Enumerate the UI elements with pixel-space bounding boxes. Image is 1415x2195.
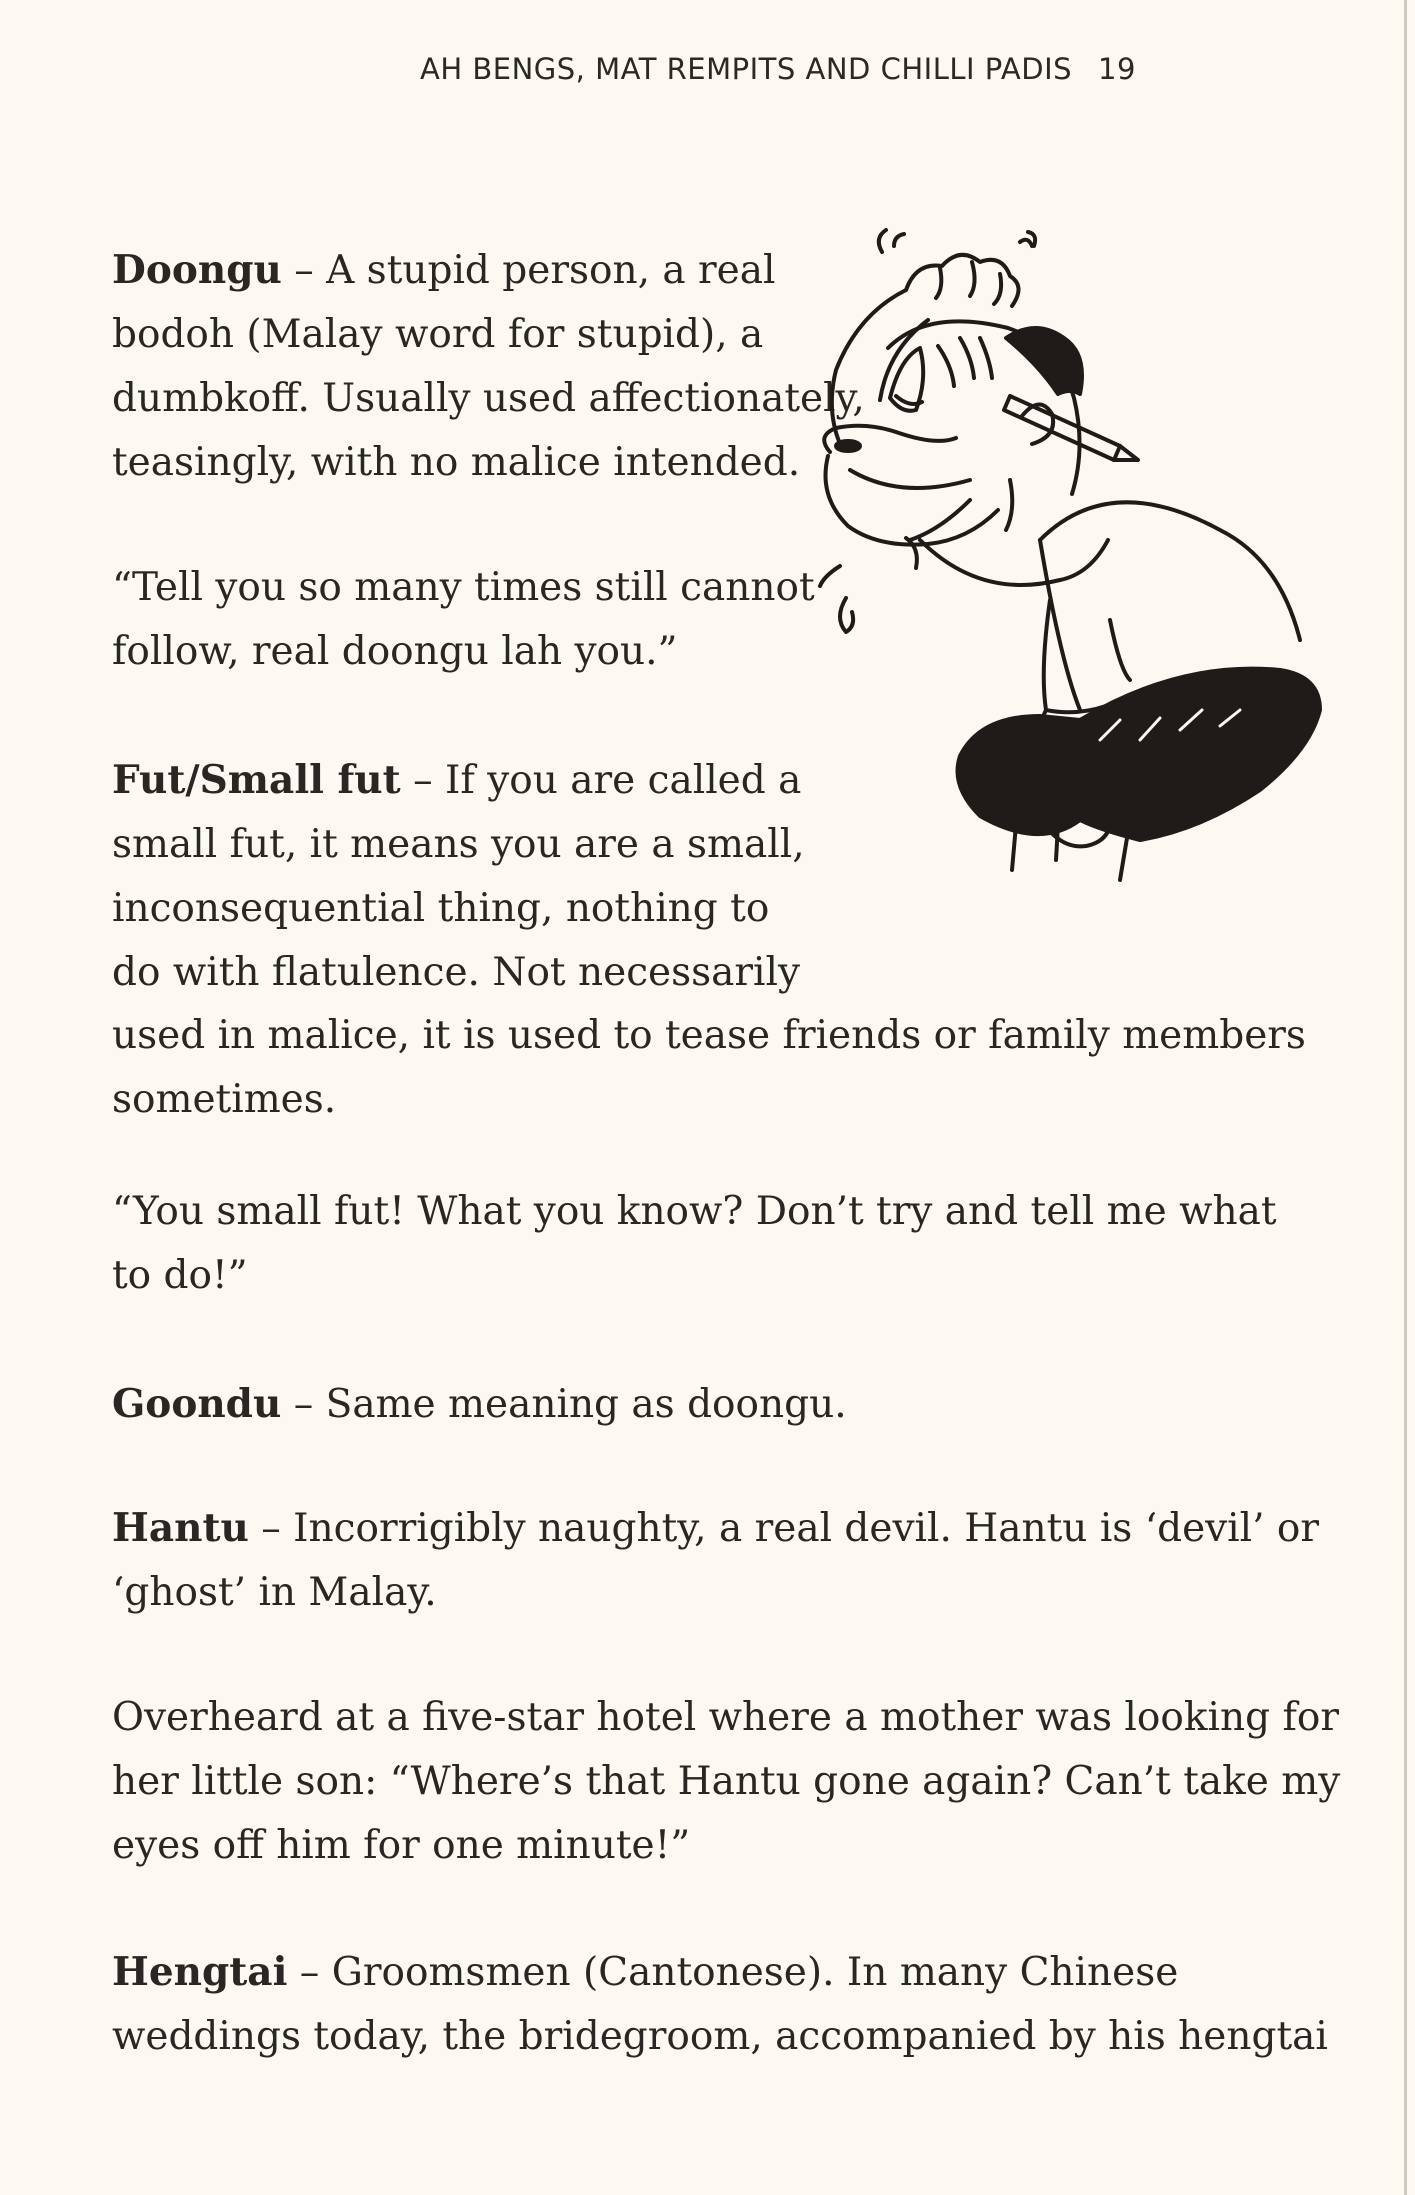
running-header xyxy=(420,52,1230,86)
entry-fut: Fut/Small fut – If you are called a small fut, it means you are a small, inconsequential thing, nothing to do with flatulence. Not necessarily xyxy=(112,748,782,1005)
doongu-line-3: dumbkoff. Usually used affectionately, xyxy=(112,376,865,421)
mouth xyxy=(850,470,970,488)
shirt-collar xyxy=(920,540,1108,585)
doongu-line-4: teasingly, with no malice intended. xyxy=(112,440,801,485)
entry-hengtai: Hengtai – Groomsmen (Cantonese). In many Chinese weddings today, the bridegroom, accompanied by his hengtai xyxy=(112,1949,1328,2059)
pencil-icon xyxy=(1004,396,1120,460)
example-hantu: Overheard at a five-star hotel where a mother was looking for her little son: “Where’s that Hantu gone again? Can’t take my eyes off him for one minute!” xyxy=(112,1695,1341,1868)
raised-arm xyxy=(832,290,906,444)
drool-drop xyxy=(820,566,840,586)
example-doongu: “Tell you so many times still cannot follow, real doongu lah you.” xyxy=(112,565,815,674)
entry-hantu: Hantu – Incorrigibly naughty, a real devil. Hantu is ‘devil’ or ‘ghost’ in Malay. xyxy=(112,1505,1320,1615)
term-hantu: Hantu xyxy=(112,1505,249,1551)
entry-goondu: Goondu – Same meaning as doongu. xyxy=(112,1381,847,1427)
page-edge-line xyxy=(1404,0,1407,2195)
running-title: AH BENGS, MAT REMPITS AND CHILLI PADIS xyxy=(420,52,1073,86)
motion-mark xyxy=(1020,240,1032,246)
term-doongu: Doongu xyxy=(112,247,282,293)
entry-doongu xyxy=(112,238,865,495)
term-goondu: Goondu xyxy=(112,1381,282,1427)
cartoon-illustration xyxy=(810,220,1370,930)
drool-drop xyxy=(840,598,853,632)
term-hengtai: Hengtai xyxy=(112,1949,288,1995)
example-fut: “You small fut! What you know? Don’t try and tell me what to do!” xyxy=(112,1189,1277,1298)
motion-mark xyxy=(879,230,886,252)
fut-line-1: Fut/Small fut – If you are called a xyxy=(112,757,802,803)
term-fut: Fut/Small fut xyxy=(112,757,401,803)
entry-fut-continued: used in malice, it is used to tease friends or family members sometimes. xyxy=(112,1013,1306,1122)
trousers xyxy=(958,669,1321,840)
motion-mark xyxy=(894,234,904,246)
page-number: 19 xyxy=(1098,52,1136,86)
doongu-line-2: bodoh (Malay word for stupid), a xyxy=(112,312,764,357)
doongu-line-1: Doongu – A stupid person, a real xyxy=(112,247,776,293)
